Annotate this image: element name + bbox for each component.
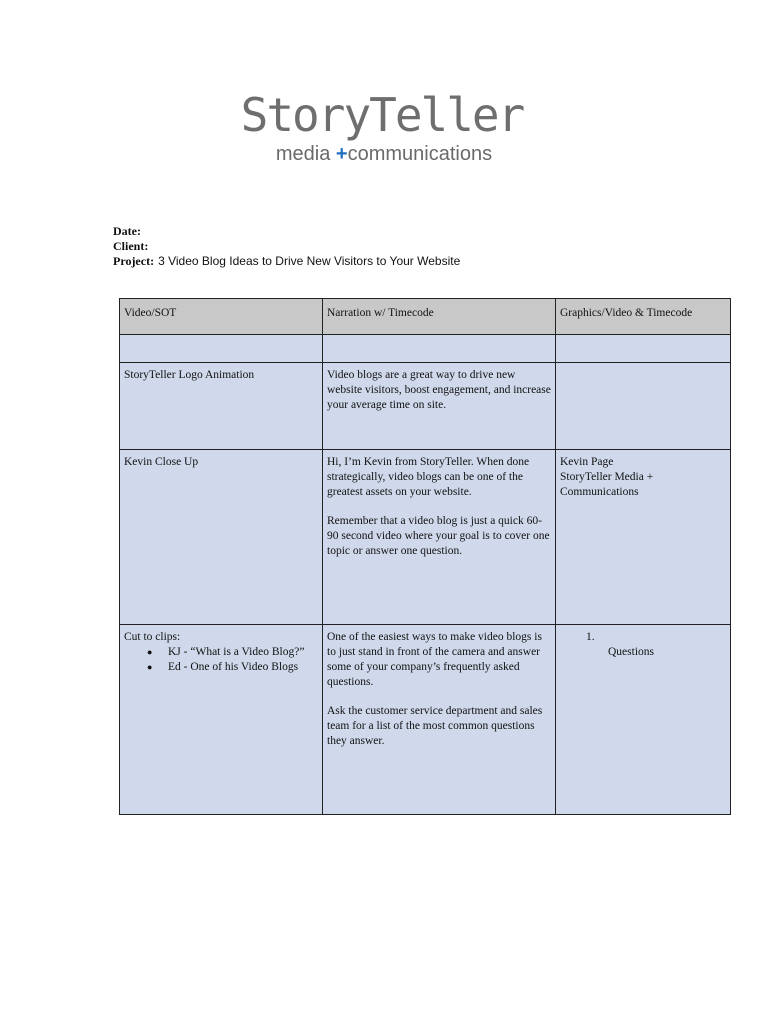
- video-cell: [120, 625, 323, 815]
- list-item: ● Ed - One of his Video Blogs: [168, 660, 318, 675]
- clips-list: [124, 645, 318, 675]
- narration-cell: Video blogs are a great way to drive new website visitors, boost engagement, and increase your average time on site.: [323, 363, 556, 450]
- graphics-line: Kevin Page: [560, 456, 614, 468]
- logo-plus: +: [335, 143, 348, 165]
- header-narration: Narration w/ Timecode: [323, 299, 556, 335]
- list-item: ● KJ - “What is a Video Blog?”: [168, 645, 318, 660]
- graphics-cell: [556, 625, 731, 815]
- script-table: [119, 298, 731, 815]
- logo-tagline: [0, 144, 768, 164]
- company-logo: [0, 88, 768, 165]
- client-line: [113, 239, 460, 254]
- list-number: 1.: [586, 631, 595, 643]
- table-row-cut-to-clips: [120, 625, 731, 815]
- narration-paragraph: Ask the customer service department and sales team for a list of the most common questions they answer.: [327, 705, 543, 747]
- project-label: Project:: [113, 254, 155, 268]
- graphics-cell: [556, 363, 731, 450]
- empty-cell: [556, 335, 731, 363]
- date-line: [113, 224, 460, 239]
- table-header-row: [120, 299, 731, 335]
- project-line: [113, 254, 460, 269]
- narration-cell: [323, 625, 556, 815]
- table-row-logo-animation: [120, 363, 731, 450]
- clips-intro: Cut to clips:: [124, 631, 181, 643]
- header-video-sot: Video/SOT: [120, 299, 323, 335]
- date-label: Date:: [113, 224, 141, 238]
- header-graphics: Graphics/Video & Timecode: [556, 299, 731, 335]
- table-row-kevin-close-up: [120, 450, 731, 625]
- narration-paragraph: Hi, I’m Kevin from StoryTeller. When done strategically, video blogs can be one of the greatest assets on your website.: [327, 456, 530, 498]
- list-item: Questions: [608, 646, 654, 658]
- narration-paragraph: One of the easiest ways to make video blogs is to just stand in front of the camera and answer some of your company’s frequently asked questions.: [327, 631, 542, 688]
- narration-cell: [323, 450, 556, 625]
- client-label: Client:: [113, 239, 149, 253]
- logo-tagline-right: communications: [347, 143, 493, 165]
- graphics-line: StoryTeller Media + Communications: [560, 471, 654, 498]
- document-meta: [113, 224, 460, 269]
- project-value: 3 Video Blog Ideas to Drive New Visitors to Your Website: [158, 254, 461, 268]
- empty-cell: [120, 335, 323, 363]
- logo-wordmark: StoryTeller: [240, 88, 524, 142]
- video-cell: Kevin Close Up: [120, 450, 323, 625]
- table-row-empty: [120, 335, 731, 363]
- numbered-list: [560, 630, 726, 660]
- empty-cell: [323, 335, 556, 363]
- logo-tagline-left: media: [275, 143, 331, 165]
- video-cell: StoryTeller Logo Animation: [120, 363, 323, 450]
- graphics-cell: [556, 450, 731, 625]
- narration-paragraph: Remember that a video blog is just a quick 60-90 second video where your goal is to cover one topic or answer one question.: [327, 515, 550, 557]
